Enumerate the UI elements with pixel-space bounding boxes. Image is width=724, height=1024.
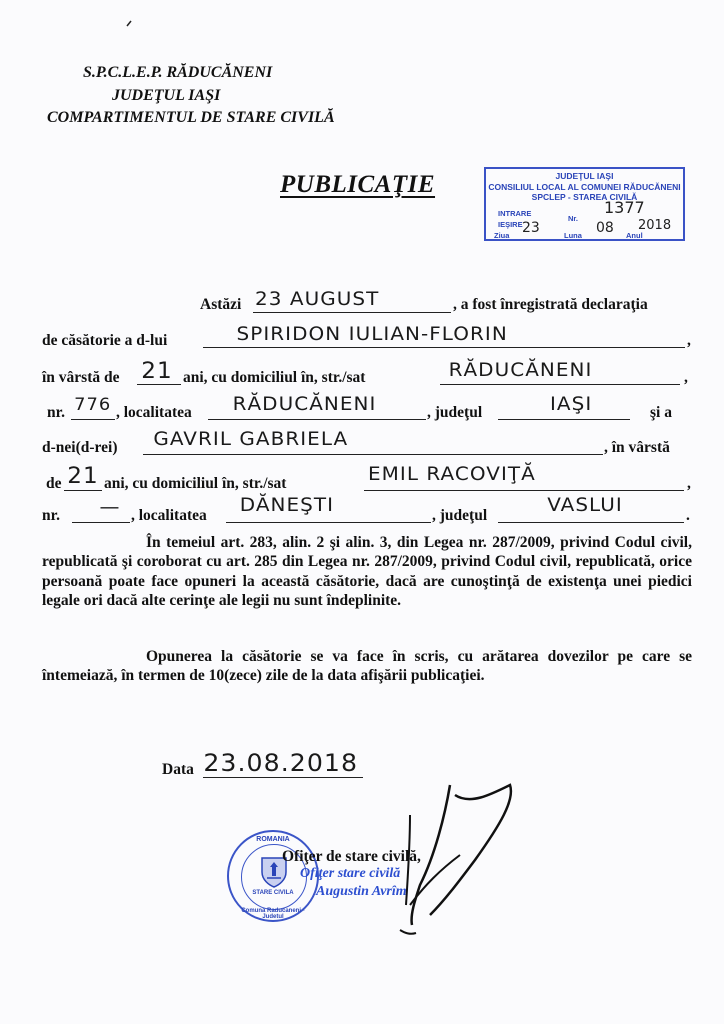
reg-stamp-line3: SPCLEP - STAREA CIVILĂ	[531, 192, 638, 202]
date-label: Data	[162, 761, 194, 778]
date-underline	[203, 777, 363, 778]
husband-name-handwritten: SPIRIDON IULIAN-FLORIN	[236, 323, 508, 345]
officer-label: Ofiţer de stare civilă,	[282, 848, 421, 865]
wife-locality-underline	[226, 522, 431, 523]
wife-nr-label: nr.	[42, 507, 60, 524]
wife-nr-underline	[72, 522, 130, 523]
husband-locality-handwritten: RĂDUCĂNENI	[232, 393, 377, 415]
reg-stamp-nr-label: Nr.	[568, 214, 579, 223]
legal-paragraph-text: În temeiul art. 283, alin. 2 şi alin. 3, din Legea nr. 287/2009, privind Codul civil, republicată şi coroborat cu art. 285 din Legea nr. 287/2009, privind Codul civil, republicată, orice persoană poate face opuneri la această căsătorie, dacă are cunoştinţă de existenţa unei piedici legale ori dacă alte cerinţe ale legii nu sunt îndeplinite.	[42, 534, 692, 609]
registration-stamp	[484, 167, 685, 241]
round-stamp-bottom-text: Comuna Raducaneni - Judetul	[241, 908, 305, 920]
signature-icon	[380, 775, 530, 945]
header-department: COMPARTIMENTUL DE STARE CIVILĂ	[47, 109, 335, 126]
husband-street-handwritten: RĂDUCĂNENI	[448, 359, 593, 381]
husband-county-underline	[498, 419, 630, 420]
husband-county-handwritten: IAŞI	[549, 393, 593, 415]
wife-age-handwritten: 21	[67, 464, 99, 489]
wife-county-period: .	[686, 507, 690, 524]
husband-nr-handwritten: 776	[74, 395, 112, 415]
wife-age-suffix: ani, cu domiciliul în, str./sat	[104, 475, 287, 492]
opposition-paragraph	[42, 647, 692, 686]
round-stamp-top-text: ROMANIA	[256, 836, 290, 843]
husband-prefix: de căsătorie a d-lui	[42, 332, 168, 349]
wife-street-underline	[364, 490, 684, 491]
reg-stamp-line1: JUDEŢUL IAŞI	[555, 171, 614, 181]
husband-age-handwritten: 21	[141, 359, 173, 384]
legal-paragraph	[42, 533, 692, 610]
husband-name-underline	[203, 347, 685, 348]
wife-localitatea-label: , localitatea	[131, 507, 207, 524]
wife-name-handwritten: GAVRIL GABRIELA	[153, 428, 349, 450]
wife-locality-handwritten: DĂNEŞTI	[239, 494, 335, 516]
page-title: PUBLICAŢIE	[280, 171, 436, 198]
wife-age-underline	[64, 490, 102, 491]
reg-stamp-line2: CONSILIUL LOCAL AL COMUNEI RĂDUCĂNENI	[488, 181, 681, 192]
husband-locality-underline	[208, 419, 426, 420]
reg-stamp-nr-value: 1377	[604, 198, 645, 217]
registration-date-handwritten: 23 AUGUST	[255, 288, 380, 310]
si-a-label: şi a	[650, 404, 672, 421]
wife-prefix: d-nei(d-rei)	[42, 439, 118, 456]
officer-name-stamp-line2: Augustin Avrîm	[316, 884, 407, 899]
husband-age-underline	[137, 384, 181, 385]
round-stamp-center-text: STARE CIVILA	[252, 890, 294, 896]
reg-stamp-ziua-label: Ziua	[494, 231, 510, 240]
husband-comma: ,	[687, 332, 691, 349]
husband-age-suffix: ani, cu domiciliul în, str./sat	[183, 369, 366, 386]
husband-nr-label: nr.	[47, 404, 65, 421]
wife-nr-handwritten: —	[99, 496, 121, 518]
wife-de-label: de	[46, 475, 62, 492]
wife-judetul-label: , judeţul	[432, 507, 488, 524]
wife-street-handwritten: EMIL RACOVIŢĂ	[368, 463, 536, 485]
officer-name-stamp-line1: Ofiţer stare civilă	[300, 866, 401, 881]
husband-street-comma: ,	[684, 369, 688, 386]
wife-county-underline	[498, 522, 684, 523]
astazi-suffix: , a fost înregistrată declaraţia	[453, 296, 648, 313]
reg-stamp-luna-label: Luna	[564, 231, 582, 240]
date-handwritten: 23.08.2018	[203, 749, 359, 777]
wife-in-varsta: , în vârstă	[604, 439, 670, 456]
reg-stamp-anul-label: Anul	[626, 231, 643, 240]
astazi-underline	[253, 312, 451, 313]
reg-stamp-iesire: IEŞIRE	[498, 220, 523, 229]
husband-nr-underline	[71, 419, 115, 420]
wife-county-handwritten: VASLUI	[547, 494, 623, 516]
reg-stamp-anul-value: 2018	[638, 218, 672, 233]
wife-name-underline	[143, 454, 603, 455]
husband-localitatea-label: , localitatea	[116, 404, 192, 421]
wife-street-comma: ,	[687, 475, 691, 492]
husband-judetul-label: , judeţul	[427, 404, 483, 421]
pen-mark-icon	[125, 18, 135, 28]
reg-stamp-ziua-value: 23	[522, 220, 540, 236]
header-county: JUDEŢUL IAŞI	[112, 87, 221, 104]
husband-street-underline	[440, 384, 680, 385]
husband-age-prefix: în vârstă de	[42, 369, 120, 386]
reg-stamp-luna-value: 08	[596, 220, 614, 236]
reg-stamp-intrare: INTRARE	[498, 209, 532, 218]
astazi-label: Astăzi	[200, 296, 242, 313]
header-institution: S.P.C.L.E.P. RĂDUCĂNENI	[83, 64, 273, 81]
opposition-paragraph-text: Opunerea la căsătorie se va face în scris, cu arătarea dovezilor pe care se întemeiază, în termen de 10(zece) zile de la data afişării publicaţiei.	[42, 648, 692, 685]
